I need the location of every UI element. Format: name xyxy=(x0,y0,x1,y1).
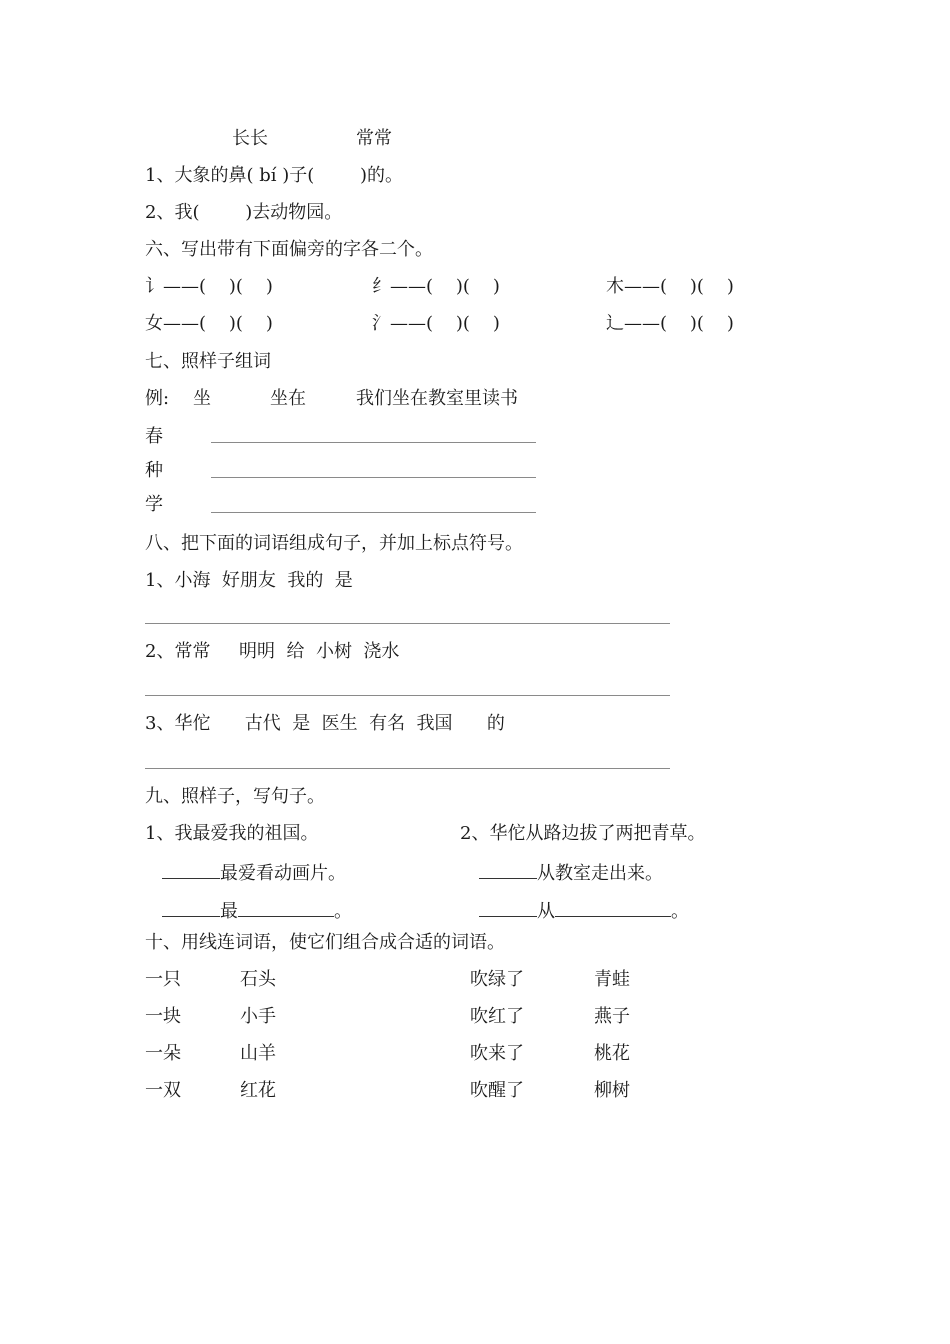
sentence-text: 最爱看动画片。 xyxy=(220,863,346,884)
blank xyxy=(479,860,537,879)
match-word: 柳树 xyxy=(594,1080,630,1101)
blank xyxy=(555,898,671,917)
sentence-text: 。 xyxy=(671,901,689,922)
radical-item: 氵——( )( ) xyxy=(372,313,500,334)
match-word: 桃花 xyxy=(594,1043,630,1064)
match-word: 吹醒了 xyxy=(470,1080,524,1101)
match-word: 一只 xyxy=(145,969,181,990)
radical-item: 女——( )( ) xyxy=(145,313,273,334)
sentence-text: 最 xyxy=(220,901,238,922)
example-sentence-1: 1、我最爱我的祖国。 xyxy=(145,823,319,844)
word-item: 种 xyxy=(145,460,163,481)
sentence-text: 从教室走出来。 xyxy=(537,863,663,884)
match-word: 一块 xyxy=(145,1006,181,1027)
answer-line xyxy=(211,512,536,513)
section-10-title: 十、用线连词语，使它们组合成合适的词语。 xyxy=(145,932,505,953)
fill-question-1: 1、大象的鼻( bí )子( )的。 xyxy=(145,165,404,186)
pattern-sentence xyxy=(162,898,352,923)
answer-line xyxy=(145,623,670,624)
sentence-words: 1、小海 好朋友 我的 是 xyxy=(145,570,353,591)
answer-line xyxy=(211,442,536,443)
pattern-sentence xyxy=(479,860,663,885)
match-word: 吹来了 xyxy=(470,1043,524,1064)
section-7-title: 七、照样子组词 xyxy=(145,351,271,372)
blank xyxy=(479,898,537,917)
match-word: 青蛙 xyxy=(594,969,630,990)
answer-line xyxy=(211,477,536,478)
example-sentence-2: 2、华佗从路边拔了两把青草。 xyxy=(460,823,706,844)
section-9-title: 九、照样子，写句子。 xyxy=(145,786,325,807)
radical-item: 木——( )( ) xyxy=(606,276,734,297)
example-label: 例: xyxy=(145,388,170,409)
sentence-text: 从 xyxy=(537,901,555,922)
match-word: 山羊 xyxy=(240,1043,276,1064)
section-8-title: 八、把下面的词语组成句子，并加上标点符号。 xyxy=(145,533,523,554)
match-word: 吹红了 xyxy=(470,1006,524,1027)
word-item: 学 xyxy=(145,494,163,515)
match-word: 石头 xyxy=(240,969,276,990)
sentence-text: 。 xyxy=(334,901,352,922)
pattern-sentence xyxy=(479,898,689,923)
match-word: 红花 xyxy=(240,1080,276,1101)
match-word: 小手 xyxy=(240,1006,276,1027)
match-word: 吹绿了 xyxy=(470,969,524,990)
blank xyxy=(238,898,334,917)
sentence-words: 2、常常 明明 给 小树 浇水 xyxy=(145,641,400,662)
match-word: 一双 xyxy=(145,1080,181,1101)
fill-question-2: 2、我( )去动物园。 xyxy=(145,202,343,223)
match-word: 燕子 xyxy=(594,1006,630,1027)
sentence-words: 3、华佗 古代 是 医生 有名 我国 的 xyxy=(145,713,505,734)
word-changchang-long: 长长 xyxy=(232,128,268,149)
radical-item: 讠——( )( ) xyxy=(145,276,273,297)
match-word: 一朵 xyxy=(145,1043,181,1064)
example-sentence: 我们坐在教室里读书 xyxy=(356,388,518,409)
word-item: 春 xyxy=(145,426,163,447)
blank xyxy=(162,860,220,879)
example-char: 坐 xyxy=(193,388,211,409)
answer-line xyxy=(145,695,670,696)
radical-item: 纟——( )( ) xyxy=(372,276,500,297)
pattern-sentence xyxy=(162,860,346,885)
section-6-title: 六、写出带有下面偏旁的字各二个。 xyxy=(145,239,433,260)
word-changchang-often: 常常 xyxy=(356,128,392,149)
example-word: 坐在 xyxy=(270,388,306,409)
blank xyxy=(162,898,220,917)
answer-line xyxy=(145,768,670,769)
radical-item: 辶——( )( ) xyxy=(606,313,734,334)
